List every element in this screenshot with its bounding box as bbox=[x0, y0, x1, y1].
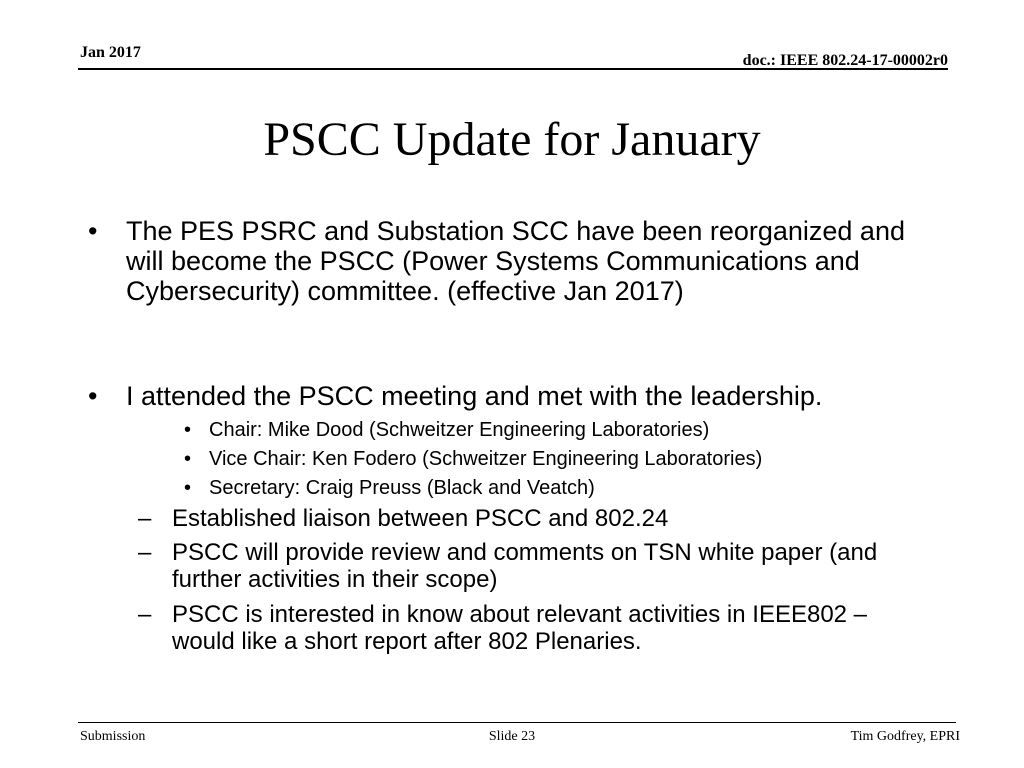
bullet-item bbox=[88, 216, 948, 306]
dash-marker: – bbox=[138, 539, 152, 566]
sub-bullet-text: Vice Chair: Ken Fodero (Schweitzer Engineering Laboratories) bbox=[209, 448, 763, 470]
dash-item bbox=[138, 601, 918, 655]
bullet-text: The PES PSRC and Substation SCC have been reorganized and will become the PSCC (Power Systems Communications and Cybersecurity) committee. (effective Jan 2017) bbox=[126, 216, 905, 306]
slide-title: PSCC Update for January bbox=[263, 113, 761, 166]
sub-bullet-marker: • bbox=[184, 448, 192, 470]
sub-bullet-text: Secretary: Craig Preuss (Black and Veatch) bbox=[209, 477, 595, 499]
bullet-marker: • bbox=[88, 381, 98, 411]
dash-item bbox=[138, 539, 918, 593]
sub-bullet-item bbox=[184, 476, 944, 500]
dash-text: PSCC is interested in know about relevant activities in IEEE802 – would like a short report after 802 Plenaries. bbox=[172, 601, 868, 655]
footer-divider bbox=[78, 722, 956, 723]
sub-bullet-text: Chair: Mike Dood (Schweitzer Engineering Laboratories) bbox=[209, 419, 710, 441]
dash-text: PSCC will provide review and comments on TSN white paper (and further activities in their scope) bbox=[172, 539, 878, 593]
dash-marker: – bbox=[138, 505, 152, 532]
sub-bullet-item bbox=[184, 447, 944, 471]
footer-author: Tim Godfrey, EPRI bbox=[850, 729, 960, 744]
sub-bullet-marker: • bbox=[184, 419, 192, 441]
sub-bullet-item bbox=[184, 418, 944, 442]
bullet-text: I attended the PSCC meeting and met with the leadership. bbox=[126, 381, 823, 411]
footer-slide-number: Slide 23 bbox=[488, 729, 536, 744]
dash-item bbox=[138, 505, 918, 532]
dash-marker: – bbox=[138, 601, 152, 628]
header-date: Jan 2017 bbox=[80, 44, 141, 61]
sub-bullet-marker: • bbox=[184, 477, 192, 499]
bullet-marker: • bbox=[88, 216, 98, 246]
header-doc-id: doc.: IEEE 802.24-17-00002r0 bbox=[742, 52, 948, 69]
dash-text: Established liaison between PSCC and 802.24 bbox=[172, 505, 669, 532]
footer-submission: Submission bbox=[80, 729, 146, 744]
bullet-item bbox=[88, 381, 948, 411]
